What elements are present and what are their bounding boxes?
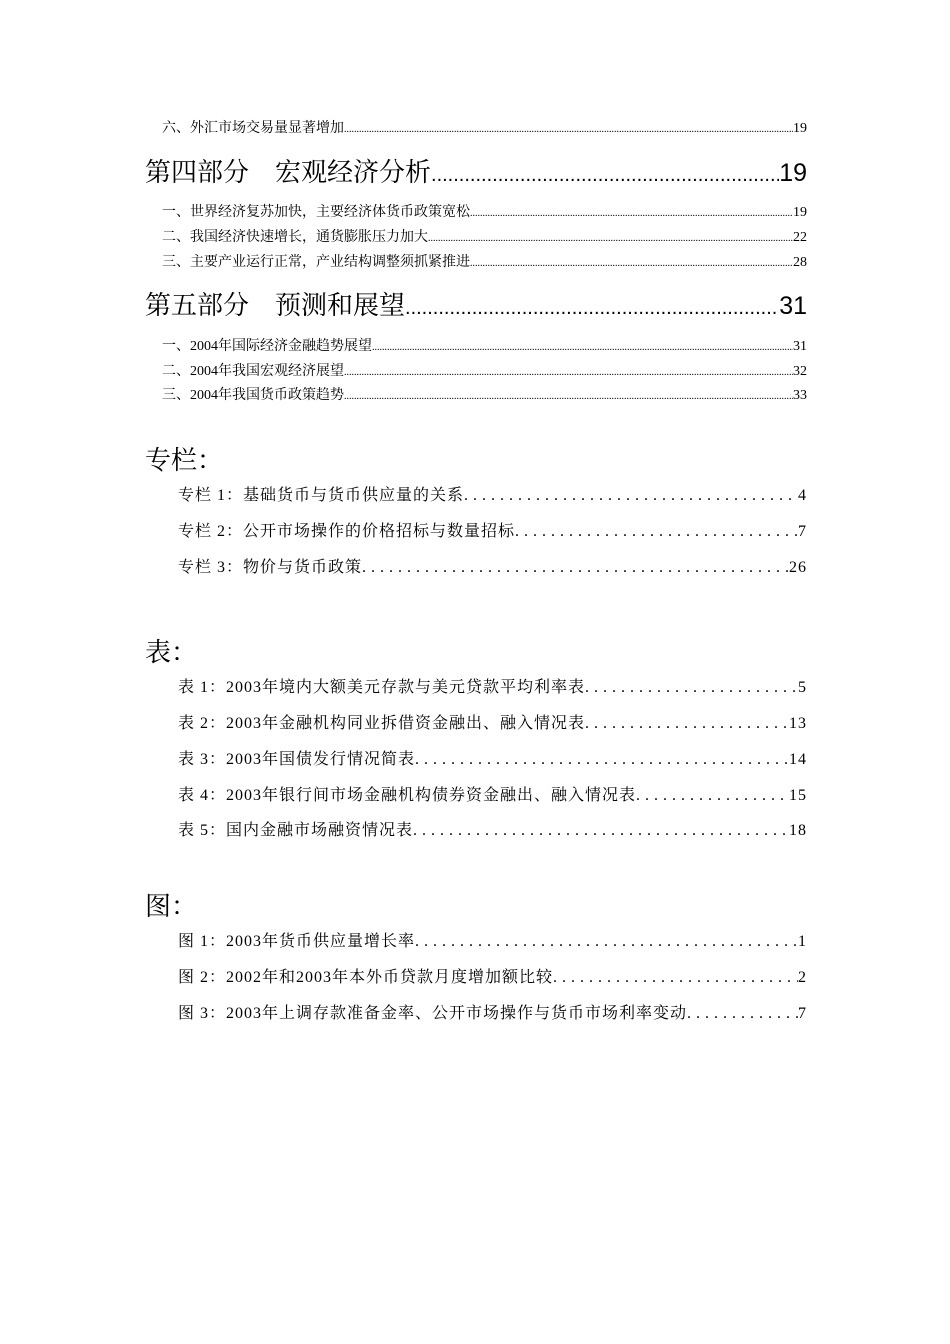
toc-entry-label: 三、2004年我国货币政策趋势: [162, 388, 344, 403]
figure-entry[interactable]: [178, 930, 807, 954]
dot-leader: [585, 712, 789, 736]
dot-leader: [344, 361, 793, 383]
table-entry[interactable]: [178, 784, 807, 808]
toc-part-label: 第四部分 宏观经济分析: [145, 158, 432, 188]
column-entry[interactable]: [178, 556, 807, 580]
figure-entry-label: 图 3：2003年上调存款准备金率、公开市场操作与货币市场利率变动: [178, 1005, 688, 1022]
dot-leader: [553, 966, 798, 990]
table-entry-page: 14: [789, 751, 807, 768]
figures-heading: 图：: [145, 892, 198, 922]
figure-entry[interactable]: [178, 966, 807, 990]
column-entry-label: 专栏 3：物价与货币政策: [178, 559, 363, 576]
table-entry-page: 15: [789, 787, 807, 804]
figure-entry-label: 图 1：2003年货币供应量增长率: [178, 933, 416, 950]
figure-entry-page: 2: [798, 969, 807, 986]
dot-leader: [344, 385, 793, 407]
dot-leader: [413, 819, 789, 843]
toc-entry-page: 22: [793, 230, 807, 245]
dot-leader: [464, 484, 798, 508]
dot-leader: [515, 520, 798, 544]
table-entry-label: 表 2：2003年金融机构同业拆借资金融出、融入情况表: [178, 715, 586, 732]
column-entry-page: 4: [798, 487, 807, 504]
dot-leader: [362, 556, 789, 580]
figure-entry-page: 1: [798, 933, 807, 950]
toc-entry-page: 32: [793, 364, 807, 379]
toc-entry-page: 28: [793, 255, 807, 270]
figure-entry-label: 图 2：2002年和2003年本外币贷款月度增加额比较: [178, 969, 554, 986]
toc-entry[interactable]: [162, 361, 807, 383]
figure-entry[interactable]: [178, 1002, 807, 1026]
table-entry-page: 5: [798, 679, 807, 696]
dot-leader: [428, 227, 793, 249]
column-entry[interactable]: [178, 484, 807, 508]
toc-entry[interactable]: [162, 252, 807, 274]
tables-heading: 表：: [145, 638, 198, 668]
dot-leader: [372, 336, 793, 358]
dot-leader: [415, 748, 789, 772]
column-entry-page: 7: [798, 523, 807, 540]
dot-leader: [687, 1002, 798, 1026]
toc-entry-page: 19: [793, 121, 807, 136]
toc-part-page: 31: [779, 292, 807, 320]
table-entry[interactable]: [178, 748, 807, 772]
column-entry-label: 专栏 1：基础货币与货币供应量的关系: [178, 487, 465, 504]
table-entry-label: 表 1：2003年境内大额美元存款与美元贷款平均利率表: [178, 679, 586, 696]
column-entry-label: 专栏 2：公开市场操作的价格招标与数量招标: [178, 523, 516, 540]
figure-entry-page: 7: [798, 1005, 807, 1022]
toc-entry[interactable]: [162, 227, 807, 249]
toc-entry[interactable]: [162, 202, 807, 224]
dot-leader: [431, 156, 779, 190]
toc-entry-label: 一、2004年国际经济金融趋势展望: [162, 339, 372, 354]
table-entry-label: 表 4：2003年银行间市场金融机构债券资金融出、融入情况表: [178, 787, 637, 804]
toc-entry[interactable]: [162, 118, 807, 140]
table-entry[interactable]: [178, 819, 807, 843]
dot-leader: [405, 289, 779, 323]
table-entry-page: 13: [789, 715, 807, 732]
column-entry-page: 26: [789, 559, 807, 576]
dot-leader: [636, 784, 789, 808]
toc-entry[interactable]: [162, 385, 807, 407]
toc-part-four[interactable]: [145, 156, 807, 190]
toc-entry-label: 一、世界经济复苏加快，主要经济体货币政策宽松: [162, 205, 470, 220]
toc-part-page: 19: [779, 159, 807, 187]
columns-heading: 专栏：: [145, 446, 224, 476]
dot-leader: [585, 676, 798, 700]
toc-part-five[interactable]: [145, 289, 807, 323]
toc-entry-page: 31: [793, 339, 807, 354]
toc-entry-label: 三、主要产业运行正常，产业结构调整须抓紧推进: [162, 255, 470, 270]
toc-entry-page: 33: [793, 388, 807, 403]
toc-entry[interactable]: [162, 336, 807, 358]
toc-entry-page: 19: [793, 205, 807, 220]
toc-entry-label: 六、外汇市场交易量显著增加: [162, 121, 344, 136]
table-entry[interactable]: [178, 676, 807, 700]
table-entry-label: 表 3：2003年国债发行情况简表: [178, 751, 416, 768]
table-entry-page: 18: [789, 822, 807, 839]
dot-leader: [344, 118, 793, 140]
column-entry[interactable]: [178, 520, 807, 544]
dot-leader: [415, 930, 798, 954]
table-entry[interactable]: [178, 712, 807, 736]
table-entry-label: 表 5：国内金融市场融资情况表: [178, 822, 414, 839]
dot-leader: [470, 252, 793, 274]
dot-leader: [470, 202, 793, 224]
toc-entry-label: 二、2004年我国宏观经济展望: [162, 364, 344, 379]
toc-entry-label: 二、我国经济快速增长，通货膨胀压力加大: [162, 230, 428, 245]
toc-part-label: 第五部分 预测和展望: [145, 291, 406, 321]
